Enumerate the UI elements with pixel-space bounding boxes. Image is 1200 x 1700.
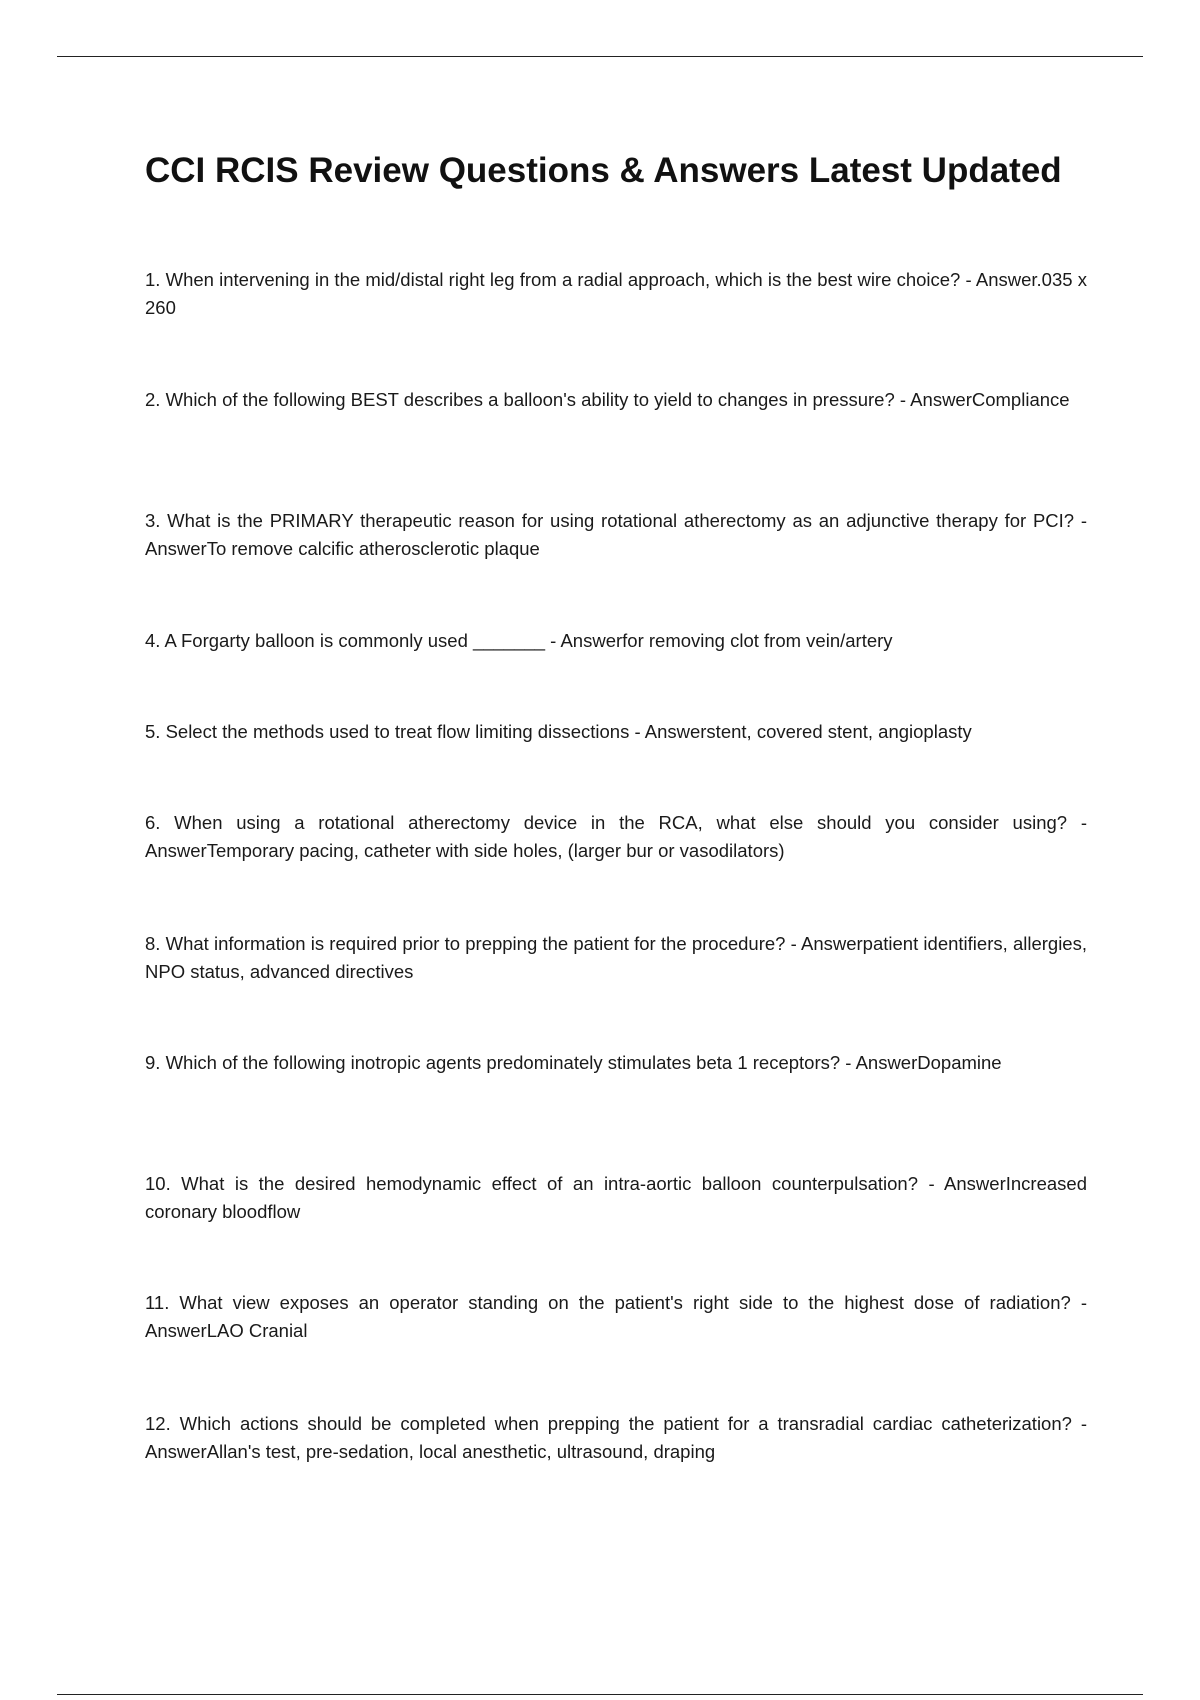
- question-item: 4. A Forgarty balloon is commonly used _______ - Answerfor removing clot from vein/artery: [145, 630, 893, 651]
- footer-rule: [57, 1694, 1143, 1695]
- question-item: 2. Which of the following BEST describes a balloon's ability to yield to changes in pressure? - AnswerCompliance: [145, 389, 1070, 410]
- document-body: [145, 145, 1087, 1462]
- question-item: 3. What is the PRIMARY therapeutic reason for using rotational atherectomy as an adjunctive therapy for PCI? - AnswerTo remove calcific atherosclerotic plaque: [145, 510, 1087, 559]
- question-item: 5. Select the methods used to treat flow limiting dissections - Answerstent, covered stent, angioplasty: [145, 721, 972, 742]
- question-item: 9. Which of the following inotropic agents predominately stimulates beta 1 receptors? - AnswerDopamine: [145, 1052, 1002, 1073]
- header-rule: [57, 56, 1143, 57]
- question-item: 11. What view exposes an operator standing on the patient's right side to the highest dose of radiation? - AnswerLAO Cranial: [145, 1292, 1087, 1341]
- question-item: 6. When using a rotational atherectomy device in the RCA, what else should you consider using? - AnswerTemporary pacing, catheter with side holes, (larger bur or vasodilators): [145, 812, 1087, 861]
- question-item: 8. What information is required prior to prepping the patient for the procedure? - Answerpatient identifiers, allergies, NPO status, advanced directives: [145, 933, 1087, 982]
- question-item: 10. What is the desired hemodynamic effect of an intra-aortic balloon counterpulsation? - AnswerIncreased coronary bloodflow: [145, 1173, 1087, 1222]
- page-title: CCI RCIS Review Questions & Answers Latest Updated: [145, 151, 1062, 190]
- question-item: 1. When intervening in the mid/distal right leg from a radial approach, which is the best wire choice? - Answer.035 x 260: [145, 269, 1087, 318]
- question-item: 12. Which actions should be completed when prepping the patient for a transradial cardiac catheterization? - AnswerAllan's test, pre-sedation, local anesthetic, ultrasound, draping: [145, 1413, 1087, 1462]
